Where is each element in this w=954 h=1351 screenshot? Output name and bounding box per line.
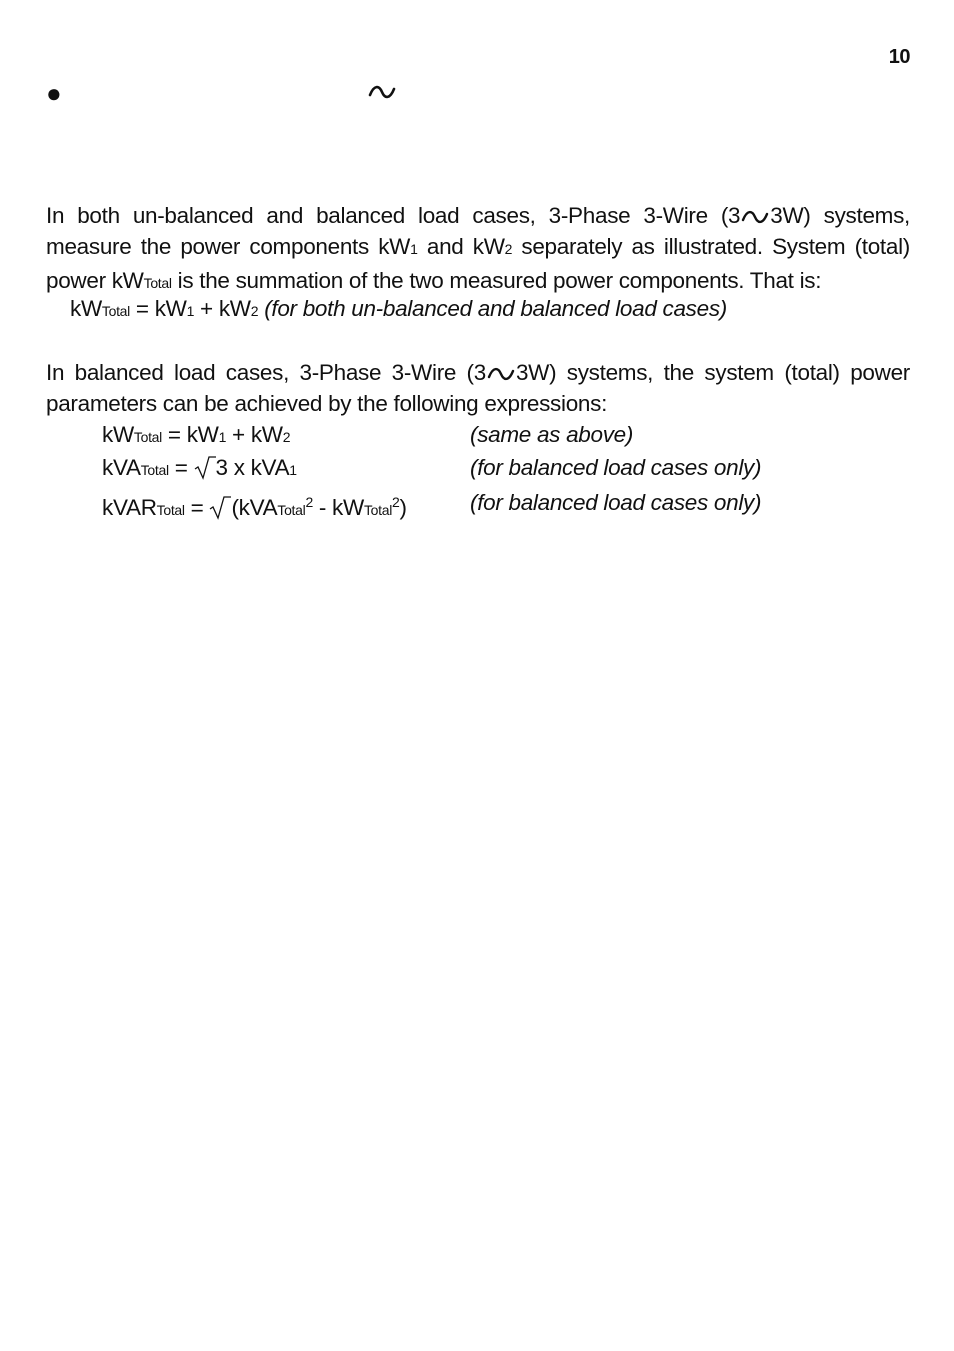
tilde-wave-icon [368,84,396,100]
bullet-icon: ● [46,78,62,108]
expr1-part-b: = kW [161,422,219,447]
expr1-sub-b: 1 [218,429,227,445]
para2-text-1: In balanced load cases, 3-Phase 3-Wire (3 [46,360,486,385]
expression-kw-total [102,419,290,453]
formula-part-b: = kW [129,296,187,321]
expr3-sub-c: Total [277,502,306,518]
expr1-sub-c: 2 [282,429,291,445]
para2-text-2: 3W) systems, the system (total) power parameters can be achieved by the following expressions: [46,360,910,416]
expr3-sup-c: 2 [305,494,313,510]
para1-sub-1: 1 [410,241,418,257]
formula-sub-a: Total [101,303,130,319]
expression-kva-total [102,452,297,486]
expr3-sub-a: Total [156,502,185,518]
expression-note: (for balanced load cases only) [470,490,762,515]
expression-note: (same as above) [470,422,634,447]
expr3-part-a: kVAR [102,495,157,520]
total-power-formula [70,293,727,327]
formula-sub-b: 1 [186,303,195,319]
paragraph-balanced-load [46,357,910,419]
page-number: 10 [888,46,910,68]
expr2-part-a: kVA [102,455,141,480]
expr3-part-b: = [184,495,210,520]
formula-sub-c: 2 [250,303,259,319]
expr3-part-c: (kVA [231,495,278,520]
expr3-part-d: - kW [312,495,364,520]
expr3-sup-d: 2 [392,494,400,510]
para1-text-2: 3W) systems, measure the power components kW [46,203,910,259]
para1-sub-3: Total [143,275,172,291]
formula-note: (for both un-balanced and balanced load cases) [258,296,727,321]
ac-wave-icon [740,209,770,225]
para1-text-4: separately as illustrated. System (total) power kW [46,234,910,293]
ac-wave-icon [486,366,516,382]
paragraph-two-wattmeter [46,200,910,299]
expr1-part-a: kW [102,422,134,447]
expression-note: (for balanced load cases only) [470,455,762,480]
para1-sub-2: 2 [504,241,513,257]
para1-text-5: is the summation of the two measured power components. That is: [171,268,822,293]
expr2-part-b: = [168,455,194,480]
expr1-sub-a: Total [133,429,162,445]
square-root-icon [194,454,216,480]
expr2-sub-a: Total [140,462,169,478]
formula-part-a: kW [70,296,102,321]
expr3-sub-d: Total [363,502,393,518]
square-root-icon [209,494,231,520]
expr3-part-e: ) [399,495,407,520]
expression-kvar-total [102,487,407,526]
para1-text-3: and kW [417,234,505,259]
expr1-part-c: + kW [226,422,283,447]
expr2-sub-c: 1 [289,462,297,478]
expr2-part-c: 3 x kVA [215,455,290,480]
para1-text-1: In both un-balanced and balanced load cases, 3-Phase 3-Wire (3 [46,203,741,228]
formula-part-c: + kW [194,296,251,321]
